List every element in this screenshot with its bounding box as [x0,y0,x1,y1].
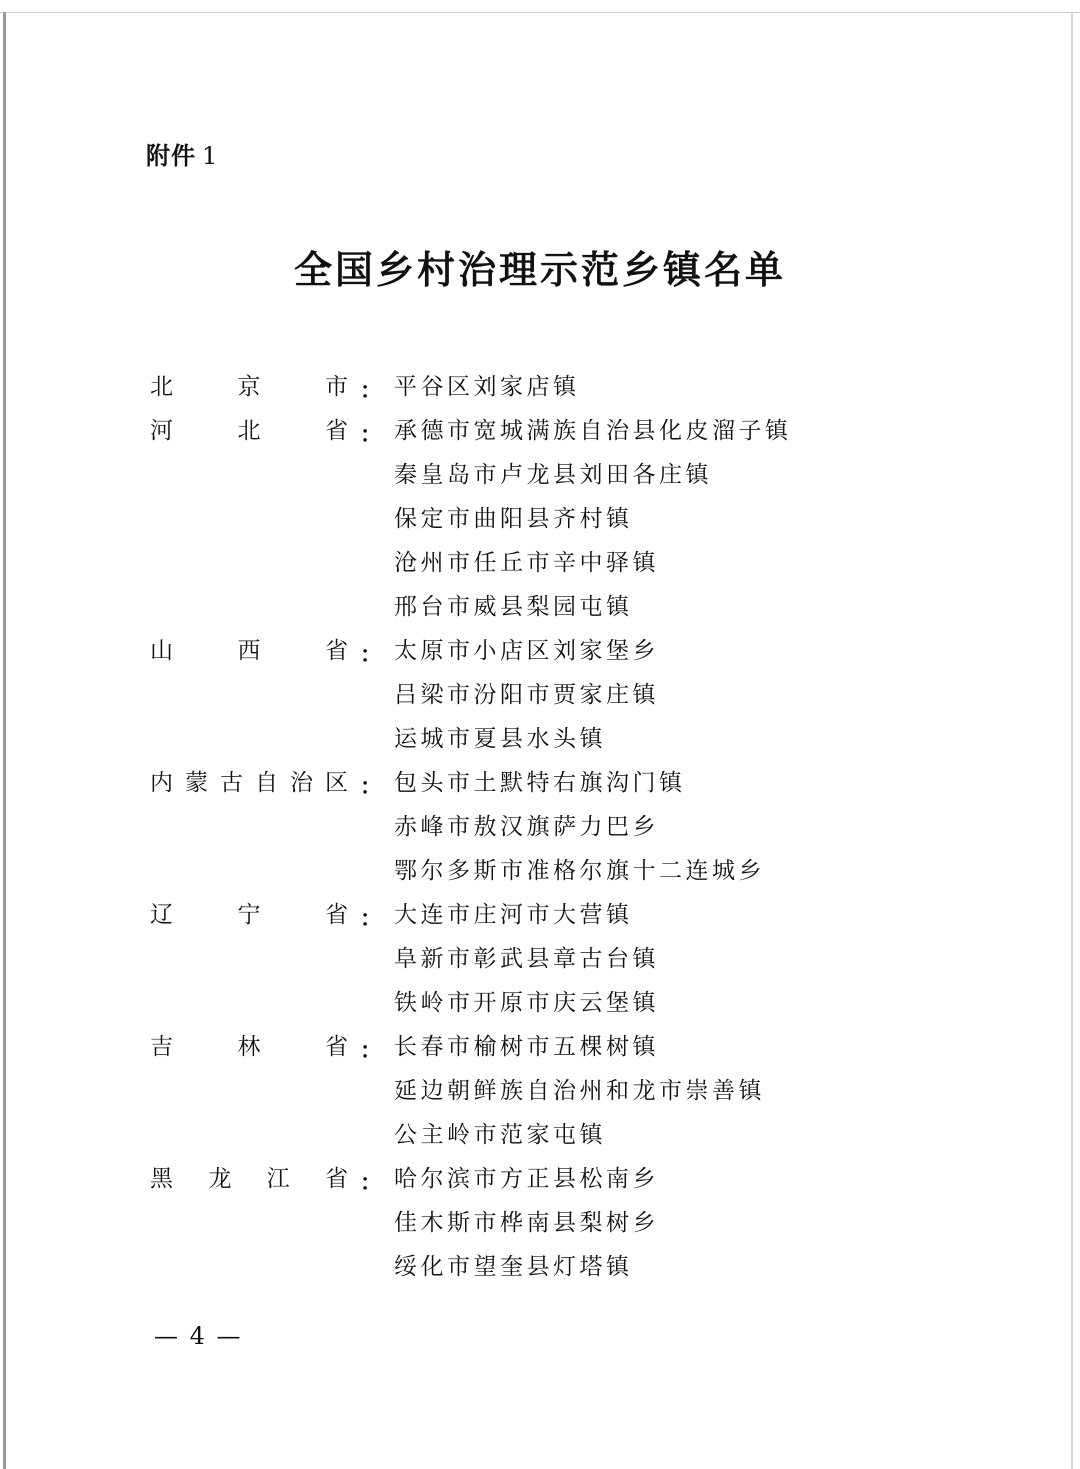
list-item [150,805,950,849]
page-left-edge [3,12,6,1469]
town-name: 包头市土默特右旗沟门镇 [394,770,686,796]
town-name: 邢台市威县梨园屯镇 [394,594,633,620]
list-item [150,1069,950,1113]
separator-colon: ： [360,422,383,448]
province-name: 辽 宁 省 [150,902,348,928]
town-name: 鄂尔多斯市准格尔旗十二连城乡 [394,858,765,884]
separator-colon: ： [360,642,383,668]
list-item [150,1157,950,1201]
separator-colon: ： [360,378,383,404]
town-list [150,365,950,1289]
list-item [150,1025,950,1069]
page-number: — 4 — [154,1322,243,1350]
town-name: 哈尔滨市方正县松南乡 [394,1166,659,1192]
list-item [150,1201,950,1245]
town-name: 赤峰市敖汉旗萨力巴乡 [394,814,659,840]
town-name: 吕梁市汾阳市贾家庄镇 [394,682,659,708]
town-name: 绥化市望奎县灯塔镇 [394,1254,633,1280]
list-item [150,981,950,1025]
province-name: 吉 林 省 [150,1034,348,1060]
list-item [150,1245,950,1289]
list-item [150,673,950,717]
town-name: 运城市夏县水头镇 [394,726,606,752]
separator-colon: ： [360,906,383,932]
separator-colon: ： [360,774,383,800]
town-name: 承德市宽城满族自治县化皮溜子镇 [394,418,792,444]
province-name: 黑 龙 江 省 [150,1166,348,1192]
list-item [150,1113,950,1157]
town-name: 沧州市任丘市辛中驿镇 [394,550,659,576]
list-item [150,365,950,409]
list-item [150,893,950,937]
town-name: 铁岭市开原市庆云堡镇 [394,990,659,1016]
list-item [150,409,950,453]
separator-colon: ： [360,1170,383,1196]
document-title: 全国乡村治理示范乡镇名单 [293,247,786,292]
page-right-edge [1071,12,1073,1469]
list-item [150,849,950,893]
town-name: 延边朝鲜族自治州和龙市崇善镇 [394,1078,765,1104]
town-name: 保定市曲阳县齐村镇 [394,506,633,532]
list-item [150,541,950,585]
town-name: 平谷区刘家店镇 [394,374,580,400]
town-name: 长春市榆树市五棵树镇 [394,1034,659,1060]
province-name: 山 西 省 [150,638,348,664]
province-name: 河 北 省 [150,418,348,444]
list-item [150,937,950,981]
list-item [150,761,950,805]
page-top-edge [0,12,1080,13]
attachment-number: 1 [202,142,219,170]
town-name: 秦皇岛市卢龙县刘田各庄镇 [394,462,712,488]
list-item [150,585,950,629]
town-name: 公主岭市范家屯镇 [394,1122,606,1148]
attachment-label [146,138,218,174]
list-item [150,629,950,673]
town-name: 佳木斯市桦南县梨树乡 [394,1210,659,1236]
province-name: 北 京 市 [150,374,348,400]
attachment-text: 附件 [146,142,196,170]
list-item [150,717,950,761]
town-name: 大连市庄河市大营镇 [394,902,633,928]
province-name: 内 蒙 古 自 治 区 [150,770,348,796]
list-item [150,497,950,541]
town-name: 阜新市彰武县章古台镇 [394,946,659,972]
separator-colon: ： [360,1038,383,1064]
list-item [150,453,950,497]
town-name: 太原市小店区刘家堡乡 [394,638,659,664]
